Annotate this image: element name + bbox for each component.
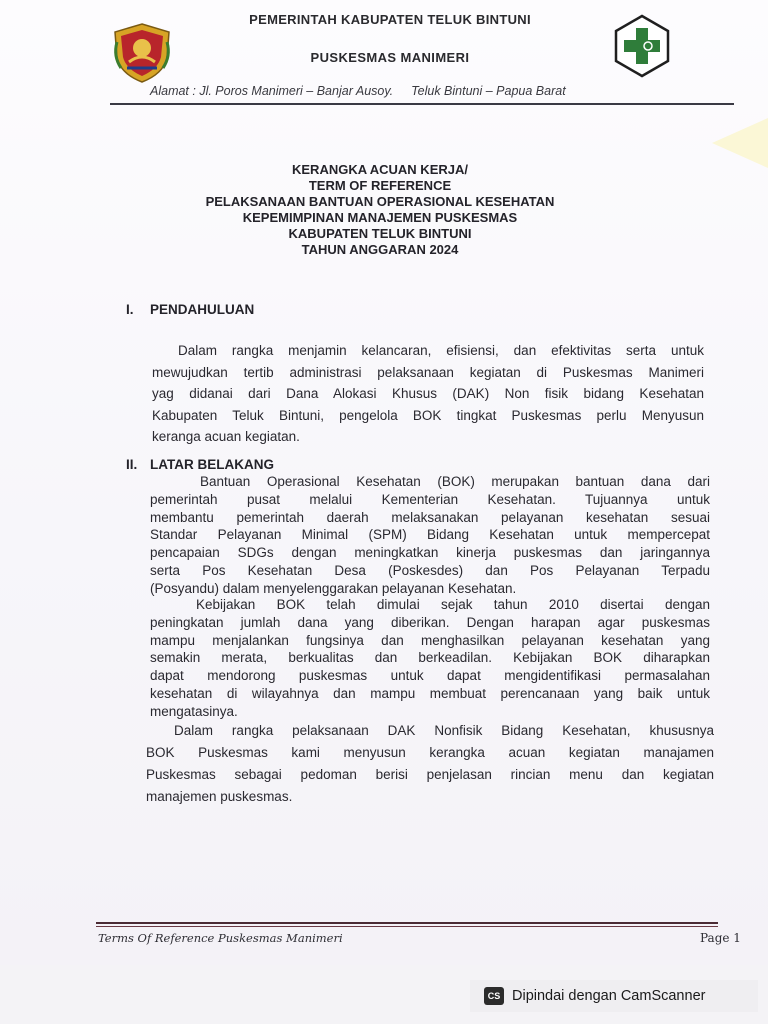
paragraph-line: keranga acuan kegiatan. [152,429,300,444]
camscanner-text: Dipindai dengan CamScanner [512,988,706,1004]
paragraph-line: BOK Puskesmas kami menyusun kerangka acuan kegiatan manajamen [146,745,714,760]
title-line: KABUPATEN TELUK BINTUNI [288,226,472,241]
section-title: PENDAHULUAN [150,302,255,317]
paragraph-line: Kabupaten Teluk Bintuni, pengelola BOK tingkat Puskesmas perlu Menyusun [152,407,704,423]
footer-document-name: Terms Of Reference Puskesmas Manimeri [98,931,343,945]
header-rule [110,103,734,105]
puskesmas-cross-logo-icon [613,14,671,78]
paragraph-line: manajemen puskesmas. [146,789,293,804]
address-street: Alamat : Jl. Poros Manimeri – Banjar Ausoy. [150,84,394,98]
paragraph-bok-policy [150,596,710,721]
title-line: TERM OF REFERENCE [308,178,452,193]
paragraph-line: mengatasinya. [150,703,238,719]
paragraph-pendahuluan [152,340,704,448]
paragraph-line: membantu pemerintah daerah melaksanakan pelayanan kesehatan sesuai [150,509,710,525]
paragraph-line: Standar Pelayanan Minimal (SPM) Bidang Kesehatan untuk mempercepat [150,527,710,543]
paragraph-line: pemerintah pusat melalui Kementerian Kesehatan. Tujuannya untuk [150,491,710,507]
paragraph-bok-intro [150,473,710,598]
paragraph-line: Puskesmas sebagai pedoman berisi penjelasan rincian menu dan kegiatan [146,767,714,782]
section-heading-latar-belakang [126,457,274,472]
paragraph-line: kesehatan di wilayahnya dan mampu membuat perencanaan yang baik untuk [150,685,710,701]
paragraph-line: pencapaian SDGs dengan meningkatkan kinerja puskesmas dan jaringannya [150,545,710,561]
paragraph-line: peningkatan jumlah dana yang diberikan. Dengan harapan agar puskesmas [150,614,710,630]
camscanner-logo-icon: CS [484,987,504,1005]
paragraph-line: Kebijakan BOK telah dimulai sejak tahun 2010 disertai dengan [196,597,710,612]
paragraph-line: dapat mendorong puskesmas untuk dapat mengidentifikasi permasalahan [150,668,710,684]
document-title [140,162,620,258]
footer-rule-thin [96,926,718,927]
title-line: TAHUN ANGGARAN 2024 [301,242,459,257]
paragraph-line: Dalam rangka menjamin kelancaran, efisiensi, dan efektivitas serta untuk [178,343,704,358]
address-region: Teluk Bintuni – Papua Barat [411,84,566,98]
paragraph-line: Dalam rangka pelaksanaan DAK Nonfisik Bidang Kesehatan, khususnya [174,723,714,738]
paragraph-line: Bantuan Operasional Kesehatan (BOK) merupakan bantuan dana dari [200,474,710,489]
regency-emblem-icon [111,22,173,84]
paragraph-line: yag didanai dari Dana Alokasi Khusus (DAK) Non fisik bidang Kesehatan [152,386,704,401]
paragraph-line: serta Pos Kesehatan Desa (Poskesdes) dan Pos Pelayanan Terpadu [150,562,710,578]
puskesmas-title: PUSKESMAS MANIMERI [310,50,470,65]
paragraph-dak-nonfisik [146,720,714,808]
paragraph-line: (Posyandu) dalam menyelenggarakan pelayanan Kesehatan. [150,580,517,596]
section-heading-pendahuluan [126,302,254,317]
section-number: II. [126,457,138,472]
paragraph-line: mewujudkan tertib administrasi pelaksanaan kegiatan di Puskesmas Manimeri [152,364,704,380]
paragraph-line: mampu menjalankan fungsinya dan menghasilkan pelayanan kesehatan yang [150,632,710,648]
government-title: PEMERINTAH KABUPATEN TELUK BINTUNI [249,12,531,27]
page-number: Page 1 [700,931,741,945]
section-title: LATAR BELAKANG [150,457,274,472]
address-line [150,84,690,98]
title-line: PELAKSANAAN BANTUAN OPERASIONAL KESEHATAN [205,194,555,209]
camscanner-watermark [470,980,758,1012]
title-line: KERANGKA ACUAN KERJA/ [292,162,468,177]
paragraph-line: semakin merata, berkualitas dan berkeadilan. Kebijakan BOK diharapkan [150,650,710,666]
title-line: KEPEMIMPINAN MANAJEMEN PUSKESMAS [242,210,518,225]
section-number: I. [126,302,134,317]
footer-rule [96,922,718,924]
